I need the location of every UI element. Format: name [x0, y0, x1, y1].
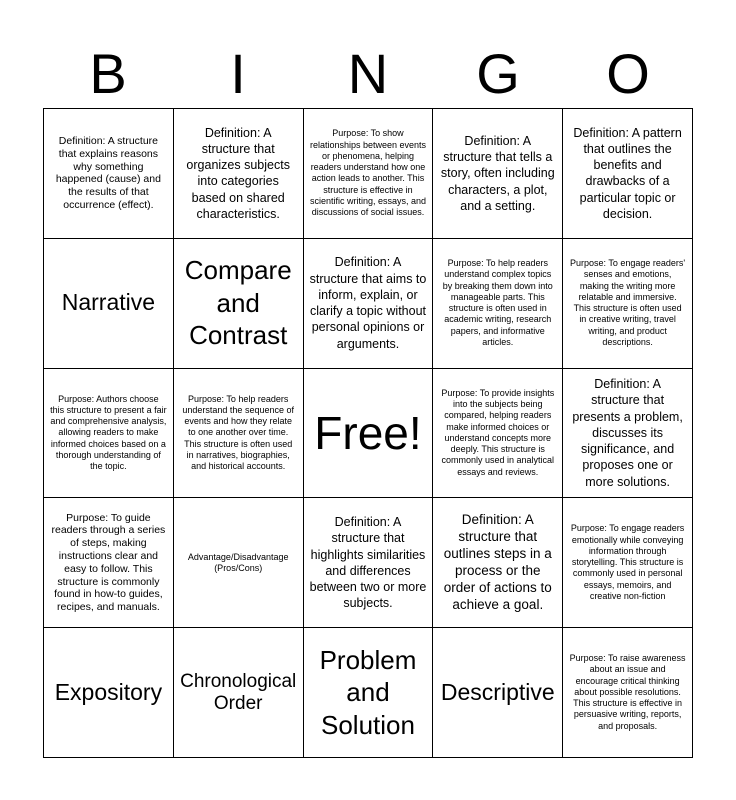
bingo-cell-r5c2[interactable]: Chronological Order	[174, 628, 304, 758]
free-space-cell[interactable]: Free!	[304, 369, 434, 499]
bingo-cell-r2c2[interactable]: Compare and Contrast	[174, 239, 304, 369]
bingo-cell-r4c4[interactable]: Definition: A structure that outlines steps in a process or the order of actions to achieve a goal.	[433, 498, 563, 628]
bingo-cell-r2c1[interactable]: Narrative	[44, 239, 174, 369]
bingo-cell-r5c5[interactable]: Purpose: To raise awareness about an issue and encourage critical thinking about possible resolutions. This structure is effective in persuasive writing, reports, and proposals.	[563, 628, 693, 758]
bingo-cell-r5c4[interactable]: Descriptive	[433, 628, 563, 758]
bingo-cell-r4c3[interactable]: Definition: A structure that highlights similarities and differences between two or more subjects.	[304, 498, 434, 628]
bingo-cell-r3c2[interactable]: Purpose: To help readers understand the sequence of events and how they relate to one another over time. This structure is often used in narratives, biographies, and historical accounts.	[174, 369, 304, 499]
header-letter-b: B	[89, 42, 127, 105]
bingo-cell-r1c1[interactable]: Definition: A structure that explains reasons why something happened (cause) and the results of that occurrence (effect).	[44, 109, 174, 239]
bingo-cell-r1c5[interactable]: Definition: A pattern that outlines the benefits and drawbacks of a particular topic or decision.	[563, 109, 693, 239]
bingo-cell-r5c3[interactable]: Problem and Solution	[304, 628, 434, 758]
bingo-cell-r2c4[interactable]: Purpose: To help readers understand complex topics by breaking them down into manageable parts. This structure is often used in academic writing, research papers, and informative articles.	[433, 239, 563, 369]
header-letter-g: G	[476, 42, 520, 105]
bingo-cell-r3c1[interactable]: Purpose: Authors choose this structure to present a fair and comprehensive analysis, allowing readers to make informed choices based on a thorough understanding of the topic.	[44, 369, 174, 499]
bingo-cell-r3c4[interactable]: Purpose: To provide insights into the subjects being compared, helping readers make informed choices or understand concepts more deeply. This structure is commonly used in analytical essays and reviews.	[433, 369, 563, 499]
bingo-header	[43, 40, 693, 108]
bingo-cell-r1c2[interactable]: Definition: A structure that organizes subjects into categories based on shared characteristics.	[174, 109, 304, 239]
bingo-cell-r2c5[interactable]: Purpose: To engage readers' senses and emotions, making the writing more relatable and immersive. This structure is often used in creative writing, travel writing, and product descriptions.	[563, 239, 693, 369]
bingo-cell-r1c4[interactable]: Definition: A structure that tells a story, often including characters, a plot, and a setting.	[433, 109, 563, 239]
bingo-cell-r4c5[interactable]: Purpose: To engage readers emotionally while conveying information through storytelling. This structure is commonly used in personal essays, memoirs, and creative non-fiction	[563, 498, 693, 628]
bingo-cell-r2c3[interactable]: Definition: A structure that aims to inform, explain, or clarify a topic without personal opinions or arguments.	[304, 239, 434, 369]
header-letter-i: I	[230, 42, 246, 105]
bingo-cell-r4c1[interactable]: Purpose: To guide readers through a series of steps, making instructions clear and easy to follow. This structure is commonly found in how-to guides, recipes, and manuals.	[44, 498, 174, 628]
bingo-cell-r5c1[interactable]: Expository	[44, 628, 174, 758]
header-letter-n: N	[347, 42, 389, 105]
bingo-cell-r1c3[interactable]: Purpose: To show relationships between events or phenomena, helping readers understand how one action leads to another. This structure is effective in scientific writing, essays, and discussions of social issues.	[304, 109, 434, 239]
header-letter-o: O	[606, 42, 650, 105]
bingo-board	[43, 108, 693, 758]
bingo-cell-r3c5[interactable]: Definition: A structure that presents a problem, discusses its significance, and proposes one or more solutions.	[563, 369, 693, 499]
bingo-cell-r4c2[interactable]: Advantage/Disadvantage (Pros/Cons)	[174, 498, 304, 628]
